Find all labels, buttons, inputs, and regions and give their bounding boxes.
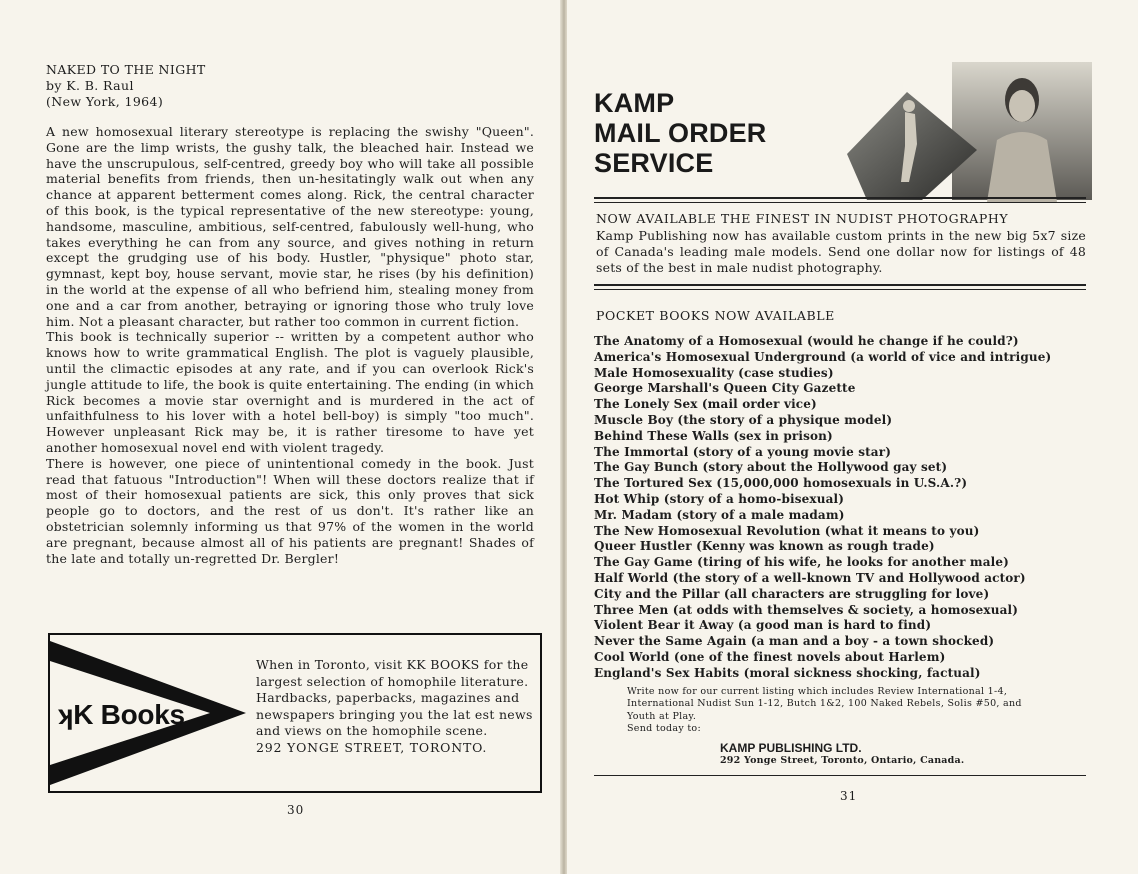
book-item: The Gay Game (tiring of his wife, he looks for another male): [594, 555, 1009, 570]
publisher-address: 292 Yonge Street, Toronto, Ontario, Canada.: [720, 755, 965, 766]
nudist-heading: NOW AVAILABLE THE FINEST IN NUDIST PHOTOGRAPHY: [596, 211, 1009, 226]
publisher-name: KAMP PUBLISHING LTD.: [720, 741, 862, 755]
kamp-title-line: SERVICE: [594, 148, 714, 178]
book-item: Behind These Walls (sex in prison): [594, 428, 833, 443]
kamp-title-line: KAMP: [594, 88, 675, 118]
review-place-year: (New York, 1964): [46, 94, 164, 109]
nudist-body: Kamp Publishing now has available custom prints in the new big 5x7 size of Canada's leading male models. Send one dollar now for listings of 48 sets of the best in male nudist photography.: [596, 228, 1086, 275]
left-page: [0, 0, 562, 874]
book-item: The Tortured Sex (15,000,000 homosexuals in U.S.A.?): [594, 476, 968, 491]
book-item: England's Sex Habits (moral sickness shocking, factual): [594, 665, 981, 680]
pocket-books-list: [594, 334, 1094, 682]
divider-line: [594, 197, 1086, 199]
write-now-note: [627, 686, 1027, 736]
review-body: [46, 124, 534, 566]
divider-line: [594, 775, 1086, 776]
kamp-title-line: MAIL ORDER: [594, 118, 767, 148]
page-number-right: 31: [840, 789, 858, 803]
divider-line: [594, 289, 1086, 290]
book-item: Queer Hustler (Kenny was known as rough trade): [594, 539, 935, 554]
kk-books-ad: [48, 633, 542, 793]
book-item: The Anatomy of a Homosexual (would he change if he could?): [594, 334, 1019, 348]
divider-line: [594, 284, 1086, 286]
book-item: Three Men (at odds with themselves & society, a homosexual): [594, 602, 1019, 617]
kk-ad-address: 292 YONGE STREET, TORONTO.: [256, 739, 488, 755]
book-item: The New Homosexual Revolution (what it means to you): [594, 523, 980, 538]
send-today-text: Send today to:: [627, 723, 701, 735]
right-page: [567, 0, 1138, 874]
book-item: Cool World (one of the finest novels about Harlem): [594, 649, 946, 664]
divider-line: [594, 202, 1086, 203]
book-item: Never the Same Again (a man and a boy - a town shocked): [594, 634, 995, 649]
write-now-text: Write now for our current listing which includes Review International 1-4, International Nudist Sun 1-12, Butch 1&2, 100 Naked Rebels, Solis #50, and Youth at Play.: [627, 686, 1022, 722]
kk-books-logo: ʞK Books: [58, 699, 185, 730]
book-item: George Marshall's Queen City Gazette: [594, 381, 856, 396]
book-item: Male Homosexuality (case studies): [594, 365, 834, 380]
review-author: by K. B. Raul: [46, 78, 134, 93]
book-item: Half World (the story of a well-known TV and Hollywood actor): [594, 570, 1026, 585]
kamp-title: [594, 88, 767, 178]
book-item: America's Homosexual Underground (a world of vice and intrigue): [594, 349, 1052, 364]
kk-ad-body: When in Toronto, visit KK BOOKS for the largest selection of homophile literature. Hardbacks, paperbacks, magazines and newspapers bringing you the lat est news and views on the homophile scene.: [256, 657, 533, 739]
pocket-books-heading: POCKET BOOKS NOW AVAILABLE: [596, 308, 835, 323]
book-item: Muscle Boy (the story of a physique model): [594, 412, 893, 427]
review-paragraph: A new homosexual literary stereotype is replacing the swishy "Queen". Gone are the limp wrists, the gushy talk, the bleached hair. Instead we have the unscrupulous, self-centred, greedy boy who will take all possible material benefits from friends, then un-hesitatingly walk out when any chance at apparent betterment comes along. Rick, the central character of this book, is the typical representative of the new stereotype: young, handsome, masculine, ambitious, self-centred, fabulously well-hung, who takes everything he can from any source, and gives nothing in return except the grudging use of his body. Hustler, "physique" photo star, gymnast, kept boy, house servant, movie star, he rises (by his definition) in the world at the expense of all who befriend him, stealing money from one and a car from another, betraying or ignoring those who truly love him. Not a pleasant character, but rather too common in current fiction.: [46, 124, 534, 329]
book-item: The Immortal (story of a young movie star): [594, 444, 892, 459]
book-item: The Gay Bunch (story about the Hollywood gay set): [594, 460, 948, 475]
review-title: NAKED TO THE NIGHT: [46, 62, 206, 77]
book-item: Hot Whip (story of a homo-bisexual): [594, 491, 845, 506]
kk-ad-text: [256, 657, 536, 757]
nudist-photo-collage: [847, 62, 1092, 202]
book-item: City and the Pillar (all characters are struggling for love): [594, 586, 990, 601]
book-item: Mr. Madam (story of a male madam): [594, 507, 845, 522]
book-item: Violent Bear it Away (a good man is hard to find): [594, 618, 932, 633]
review-paragraph: This book is technically superior -- written by a competent author who knows how to write grammatical English. The plot is vaguely plausible, until the climactic episodes at any rate, and if you can overlook Rick's jungle attitude to life, the book is quite entertaining. The ending (in which Rick becomes a movie star overnight and is murdered in the act of unfaithfulness to his lover with a hotel bell-boy) is simply "too much". However unpleasant Rick may be, it is rather tiresome to have yet another homosexual novel end with violent tragedy.: [46, 329, 534, 455]
book-item: The Lonely Sex (mail order vice): [594, 397, 817, 412]
review-header: [46, 62, 206, 110]
review-paragraph: There is however, one piece of unintentional comedy in the book. Just read that fatuous "Introduction"! When will these doctors realize that if most of their homosexual patients are sick, this only proves that sick people go to doctors, and the rest of us don't. It's rather like an obstetrician solemnly informing us that 97% of the women in the world are pregnant, because almost all of his patients are pregnant! Shades of the late and totally un-regretted Dr. Bergler!: [46, 455, 534, 566]
page-number-left: 30: [287, 803, 305, 817]
